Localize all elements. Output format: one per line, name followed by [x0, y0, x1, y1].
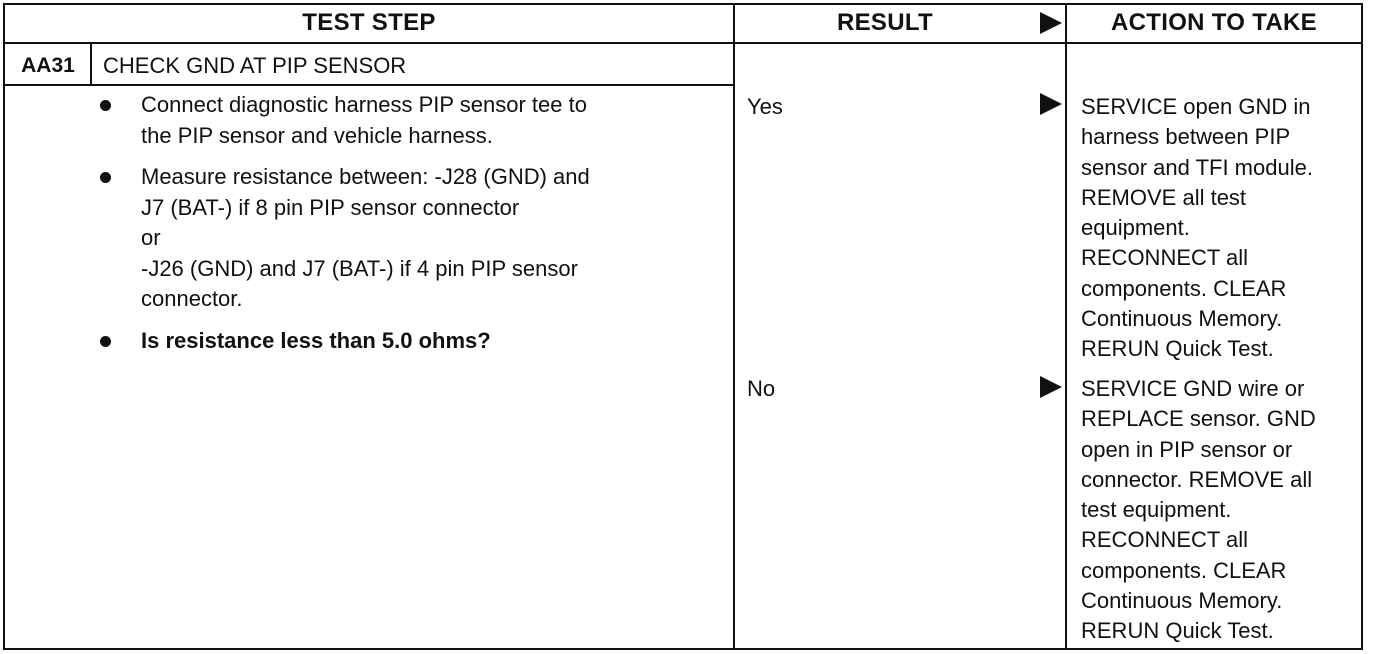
action-line: components. CLEAR	[1081, 557, 1287, 583]
step-title: CHECK GND AT PIP SENSOR	[103, 53, 407, 78]
action-line: RECONNECT all	[1081, 527, 1249, 553]
step-code: AA31	[21, 54, 75, 77]
action-line: sensor and TFI module.	[1081, 154, 1313, 180]
header-action-to-take: ACTION TO TAKE	[1111, 9, 1317, 36]
action-line: Continuous Memory.	[1081, 306, 1283, 332]
instruction-line: the PIP sensor and vehicle harness.	[141, 122, 493, 148]
action-line: SERVICE GND wire or	[1081, 376, 1305, 401]
action-yes	[1081, 92, 1366, 365]
action-line: RERUN Quick Test.	[1081, 336, 1274, 362]
action-line: harness between PIP	[1081, 124, 1291, 150]
action-line: equipment.	[1081, 215, 1190, 241]
action-line: test equipment.	[1081, 497, 1232, 523]
instruction-item	[96, 90, 726, 151]
action-line: RECONNECT all	[1081, 245, 1249, 271]
action-line: Continuous Memory.	[1081, 588, 1283, 614]
action-line: components. CLEAR	[1081, 275, 1287, 301]
instruction-line: Connect diagnostic harness PIP sensor tee to	[141, 92, 587, 117]
step-title-underline	[3, 84, 735, 86]
action-line: SERVICE open GND in	[1081, 94, 1311, 119]
action-line: RERUN Quick Test.	[1081, 618, 1274, 644]
header-test-step: TEST STEP	[302, 9, 436, 36]
action-line: REPLACE sensor. GND	[1081, 406, 1316, 432]
instruction-line: Measure resistance between: -J28 (GND) and	[141, 164, 590, 189]
result-no: No	[747, 376, 776, 401]
action-line: REMOVE all test	[1081, 184, 1247, 210]
action-line: open in PIP sensor or	[1081, 436, 1293, 462]
result-yes: Yes	[747, 94, 783, 119]
instruction-line: J7 (BAT-) if 8 pin PIP sensor connector	[141, 194, 520, 220]
header-divider	[3, 42, 1363, 44]
header-result: RESULT	[836, 9, 934, 36]
result-yes-arrow-icon	[1040, 93, 1062, 115]
action-line: connector. REMOVE all	[1081, 466, 1313, 492]
instruction-line: or	[141, 225, 161, 250]
result-no-arrow-icon	[1040, 376, 1062, 398]
instruction-line: connector.	[141, 286, 243, 311]
step-instructions	[96, 90, 726, 367]
table-top-border	[3, 3, 1363, 5]
table-left-border	[3, 3, 5, 650]
action-no	[1081, 374, 1366, 647]
instruction-line: Is resistance less than 5.0 ohms?	[141, 327, 491, 353]
header-arrow-icon	[1040, 12, 1062, 34]
instruction-line: -J26 (GND) and J7 (BAT-) if 4 pin PIP sensor	[141, 255, 578, 281]
column-divider-teststep-result	[733, 3, 735, 650]
table-bottom-border	[3, 648, 1363, 650]
column-divider-result-action	[1065, 3, 1067, 650]
instruction-question	[96, 326, 726, 357]
instruction-item	[96, 162, 726, 315]
code-cell-divider	[90, 42, 92, 86]
